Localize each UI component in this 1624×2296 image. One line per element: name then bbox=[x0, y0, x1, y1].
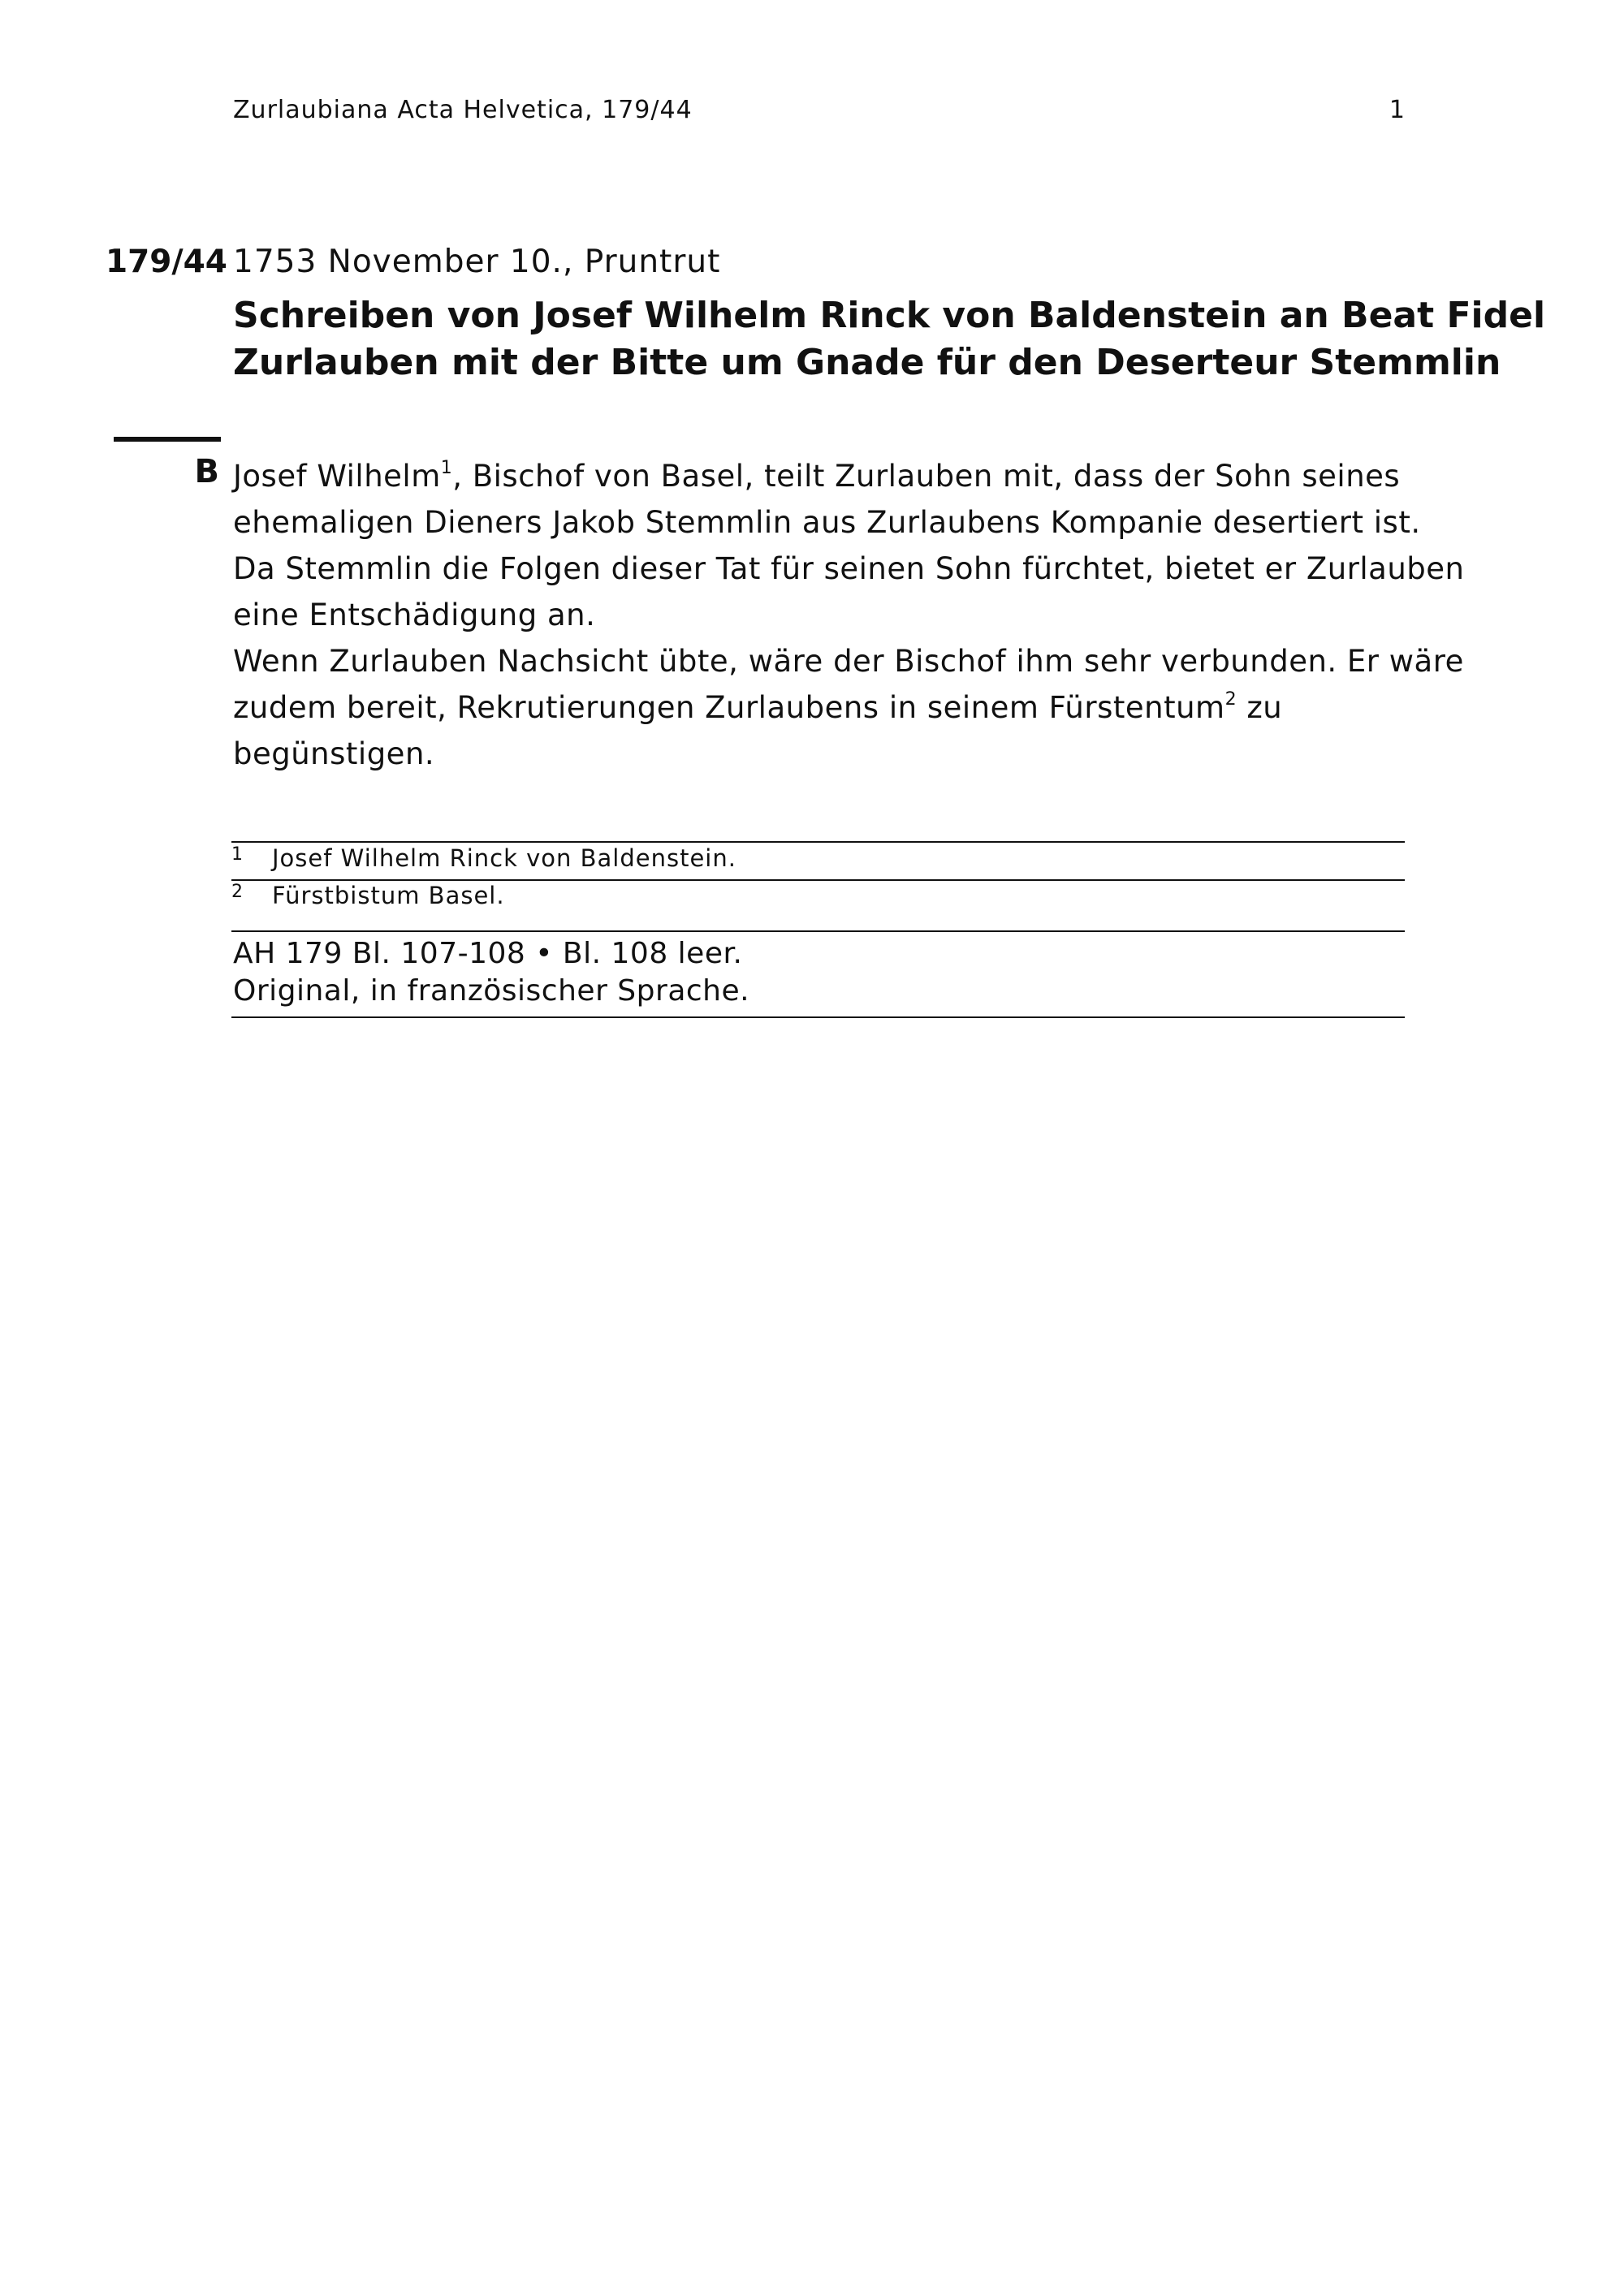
page-number: 1 bbox=[1389, 96, 1405, 124]
title-line-2: Zurlauben mit der Bitte um Gnade für den Deserteur Stemmlin bbox=[233, 342, 1501, 383]
source-line-2: Original, in französischer Sprache. bbox=[233, 974, 750, 1008]
section-letter: B bbox=[194, 453, 219, 490]
abstract-line-5: Wenn Zurlauben Nachsicht übte, wäre der Bischof ihm sehr verbunden. Er wäre bbox=[233, 644, 1464, 679]
footnote-ref-2[interactable]: 2 bbox=[1224, 689, 1237, 710]
document-number: 179/44 bbox=[106, 244, 227, 280]
source-note bbox=[233, 935, 749, 1010]
source-rule-bottom bbox=[231, 1016, 1405, 1018]
abstract-line-7: begünstigen. bbox=[233, 736, 435, 771]
abstract-line-3: Da Stemmlin die Folgen dieser Tat für seinen Sohn fürchtet, bietet er Zurlauben bbox=[233, 551, 1465, 586]
footnote-1-number: 1 bbox=[231, 844, 243, 865]
abstract-line-6 bbox=[233, 684, 1402, 731]
abstract-line-1 bbox=[233, 453, 1402, 499]
abstract-line-2: ehemaligen Dieners Jakob Stemmlin aus Zurlaubens Kompanie desertiert ist. bbox=[233, 505, 1421, 540]
section-rule bbox=[114, 437, 221, 442]
abstract-line-1-b: , Bischof von Basel, teilt Zurlauben mit, dass der Sohn seines bbox=[452, 459, 1401, 494]
abstract-line-1-a: Josef Wilhelm bbox=[233, 459, 441, 494]
footnote-ref-1[interactable]: 1 bbox=[440, 458, 453, 478]
footnote-2-number: 2 bbox=[231, 882, 243, 902]
footnote-rule-top bbox=[231, 841, 1405, 843]
source-line-1: AH 179 Bl. 107-108 • Bl. 108 leer. bbox=[233, 937, 743, 970]
title-line-1: Schreiben von Josef Wilhelm Rinck von Baldenstein an Beat Fidel bbox=[233, 295, 1546, 336]
abstract-line-4: eine Entschädigung an. bbox=[233, 598, 596, 632]
footnote-rule-middle bbox=[231, 879, 1405, 881]
abstract bbox=[233, 453, 1465, 777]
abstract-line-6-a: zudem bereit, Rekrutierungen Zurlaubens in seinem Fürstentum bbox=[233, 690, 1225, 725]
running-header: Zurlaubiana Acta Helvetica, 179/44 bbox=[233, 96, 693, 124]
source-rule-top bbox=[231, 930, 1405, 932]
document-title bbox=[233, 292, 1546, 386]
footnote-2-text: Fürstbistum Basel. bbox=[272, 882, 505, 909]
abstract-line-6-b: zu bbox=[1237, 690, 1283, 725]
footnote-1-text: Josef Wilhelm Rinck von Baldenstein. bbox=[272, 844, 736, 872]
date-place: 1753 November 10., Pruntrut bbox=[233, 244, 721, 280]
